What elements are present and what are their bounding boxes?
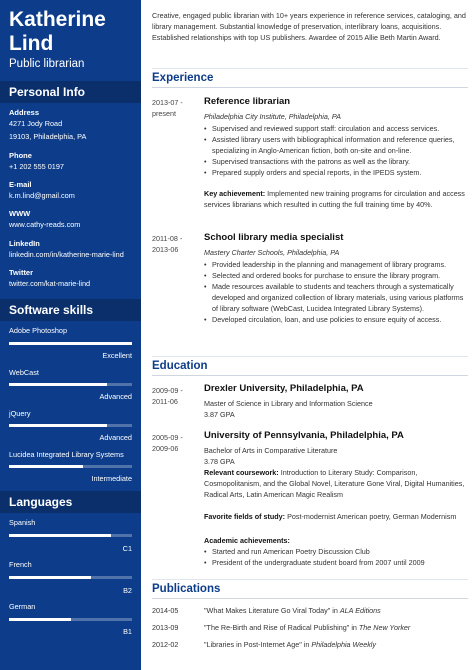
email-label: E-mail bbox=[9, 180, 32, 189]
language-bar-fill bbox=[9, 534, 111, 537]
achievement-bullets bbox=[204, 546, 466, 568]
skill-name: jQuery bbox=[9, 409, 31, 418]
address-line-2: 19103, Philadelphia, PA bbox=[9, 131, 87, 141]
gpa: 3.78 GPA bbox=[204, 457, 235, 466]
date-start: 2005-09 - bbox=[152, 433, 183, 442]
date-end: 2013-06 bbox=[152, 245, 179, 254]
list-item: • President of the undergraduate student board from 2007 until 2009 bbox=[204, 557, 466, 568]
language-level: C1 bbox=[122, 544, 132, 553]
summary: Creative, engaged public librarian with 10+ years experience in reference services, cataloging, and library management. Substantial knowledge of preservation, interlibrary loans, acquisitions. Established relationships with top US publishers. Awardee of 2015 Allie Beth Martin Award. bbox=[152, 11, 466, 42]
school-name: Drexler University, Philadelphia, PA bbox=[204, 383, 364, 394]
publication-date: 2012-02 bbox=[152, 640, 179, 649]
job-dates bbox=[152, 97, 197, 119]
favorite-fields-label: Favorite fields of study: bbox=[204, 512, 286, 521]
favorite-fields bbox=[204, 511, 466, 522]
publications-heading bbox=[152, 579, 468, 599]
language-bar bbox=[9, 576, 132, 579]
phone-value: +1 202 555 0197 bbox=[9, 162, 64, 171]
degree: Bachelor of Arts in Comparative Literature bbox=[204, 446, 338, 455]
email-value[interactable]: k.m.lind@gmail.com bbox=[9, 191, 75, 200]
job-title: Public librarian bbox=[9, 58, 85, 70]
degree: Master of Science in Library and Information Science bbox=[204, 399, 373, 408]
languages-heading bbox=[0, 491, 141, 513]
languages-heading-text: Languages bbox=[9, 495, 73, 509]
language-bar-fill bbox=[9, 618, 71, 621]
coursework-text: Introduction to Literary Study: Comparison, Cosmopolitanism, and the Global Novel, Literature Gone Viral, Digital Humanities, Radical Arts, Latin American Magic Realism bbox=[204, 468, 465, 499]
coursework bbox=[204, 467, 466, 500]
list-item: • Supervised transactions with the patrons as well as the library. bbox=[204, 156, 466, 167]
key-achievement bbox=[204, 188, 466, 210]
publication-title: "What Makes Literature Go Viral Today" in bbox=[204, 606, 340, 615]
language-level: B1 bbox=[123, 627, 132, 636]
school-name: University of Pennsylvania, Philadelphia, PA bbox=[204, 430, 404, 441]
skill-level: Excellent bbox=[102, 351, 132, 360]
job-dates bbox=[152, 233, 197, 255]
skill-bar-fill bbox=[9, 383, 107, 386]
job-role: School library media specialist bbox=[204, 232, 344, 243]
language-name: Spanish bbox=[9, 518, 36, 527]
twitter-value[interactable]: twitter.com/kat-marie-lind bbox=[9, 279, 91, 288]
name-last: Lind bbox=[9, 32, 54, 55]
publication-venue: ALA Editions bbox=[339, 606, 381, 615]
skill-bar-fill bbox=[9, 465, 83, 468]
coursework-label: Relevant coursework: bbox=[204, 468, 279, 477]
job-org: Mastery Charter Schools, Philadelphia, PA bbox=[204, 248, 340, 257]
publications-heading-text: Publications bbox=[152, 583, 221, 595]
software-skills-heading bbox=[0, 299, 141, 321]
language-level: B2 bbox=[123, 586, 132, 595]
language-bar-fill bbox=[9, 576, 91, 579]
main-content bbox=[141, 0, 474, 670]
edu-dates bbox=[152, 432, 197, 454]
experience-heading-text: Experience bbox=[152, 72, 214, 84]
publication-venue: Philadelphia Weekly bbox=[311, 640, 376, 649]
list-item: • Provided leadership in the planning and management of library programs. bbox=[204, 259, 466, 270]
date-end: present bbox=[152, 109, 176, 118]
favorite-fields-text: Post-modernist American poetry, German Modernism bbox=[285, 512, 457, 521]
key-achievement-label: Key achievement: bbox=[204, 189, 266, 198]
key-achievement-text: Implemented new training programs for circulation and access services librarians which resulted in cutting the full training time by 40%. bbox=[204, 189, 465, 209]
skill-name: Adobe Photoshop bbox=[9, 326, 68, 335]
language-bar bbox=[9, 534, 132, 537]
publication-entry bbox=[204, 640, 466, 649]
software-skills-heading-text: Software skills bbox=[9, 303, 94, 317]
linkedin-label: LinkedIn bbox=[9, 239, 40, 248]
skill-bar-fill bbox=[9, 424, 107, 427]
academic-achievements-label-text: Academic achievements: bbox=[204, 536, 290, 545]
phone-label: Phone bbox=[9, 151, 32, 160]
publication-title: "The Re-Birth and Rise of Radical Publishing" in bbox=[204, 623, 359, 632]
candidate-name bbox=[9, 8, 134, 56]
date-end: 2009-06 bbox=[152, 444, 179, 453]
list-item: • Started and run American Poetry Discussion Club bbox=[204, 546, 466, 557]
skill-bar-fill bbox=[9, 342, 132, 345]
language-bar bbox=[9, 618, 132, 621]
list-item: • Supervised and reviewed support staff: circulation and access services. bbox=[204, 123, 466, 134]
experience-heading bbox=[152, 68, 468, 88]
personal-info-heading bbox=[0, 81, 141, 103]
skill-level: Intermediate bbox=[91, 474, 132, 483]
education-heading bbox=[152, 356, 468, 376]
date-start: 2009-09 - bbox=[152, 386, 183, 395]
publication-venue: The New Yorker bbox=[358, 623, 411, 632]
skill-level: Advanced bbox=[99, 433, 132, 442]
skill-bar bbox=[9, 424, 132, 427]
www-value[interactable]: www.cathy-reads.com bbox=[9, 220, 81, 229]
address-line-1: 4271 Jody Road bbox=[9, 119, 63, 128]
job-role: Reference librarian bbox=[204, 96, 291, 107]
name-first: Katherine bbox=[9, 8, 106, 31]
twitter-label: Twitter bbox=[9, 268, 34, 277]
skill-level: Advanced bbox=[99, 392, 132, 401]
publication-entry bbox=[204, 623, 466, 632]
date-start: 2011-08 - bbox=[152, 234, 183, 243]
list-item: • Selected and ordered books for purchase to ensure the library program. bbox=[204, 270, 466, 281]
address-value bbox=[9, 118, 137, 143]
edu-dates bbox=[152, 385, 197, 407]
skill-bar bbox=[9, 342, 132, 345]
list-item: • Assisted library users with bibliographical information and reference queries, specializing in Anglo-American fiction, both on-site and on-line. bbox=[204, 134, 466, 156]
skill-bar bbox=[9, 383, 132, 386]
publication-date: 2013-09 bbox=[152, 623, 179, 632]
publication-date: 2014-05 bbox=[152, 606, 179, 615]
publication-title: "Libraries in Post-Internet Age" in bbox=[204, 640, 312, 649]
education-heading-text: Education bbox=[152, 360, 208, 372]
language-name: German bbox=[9, 602, 36, 611]
job-bullets bbox=[204, 259, 466, 325]
list-item: • Made resources available to students and teachers through a systematically developed and organized collection of library materials, using various platforms of library software (WebCast, Lucidea Integrated Library Systems). bbox=[204, 281, 466, 314]
list-item: • Developed circulation, loan, and use policies to ensure equity of access. bbox=[204, 314, 466, 325]
skill-name: WebCast bbox=[9, 368, 39, 377]
publication-entry bbox=[204, 606, 466, 615]
skill-bar bbox=[9, 465, 132, 468]
personal-info-heading-text: Personal Info bbox=[9, 85, 86, 99]
language-name: French bbox=[9, 560, 32, 569]
list-item: • Prepared supply orders and special reports, in the IPEDS system. bbox=[204, 167, 466, 178]
linkedin-value[interactable]: linkedin.com/in/katherine-marie-lind bbox=[9, 250, 124, 259]
gpa: 3.87 GPA bbox=[204, 410, 235, 419]
date-end: 2011-06 bbox=[152, 397, 178, 406]
skill-name: Lucidea Integrated Library Systems bbox=[9, 450, 124, 459]
job-bullets bbox=[204, 123, 466, 178]
job-org: Philadelphia City Institute, Philadelphia, PA bbox=[204, 112, 341, 121]
sidebar bbox=[0, 0, 141, 670]
academic-achievements-label bbox=[204, 535, 466, 546]
address-label: Address bbox=[9, 108, 40, 117]
date-start: 2013-07 - bbox=[152, 98, 183, 107]
www-label: WWW bbox=[9, 209, 31, 218]
